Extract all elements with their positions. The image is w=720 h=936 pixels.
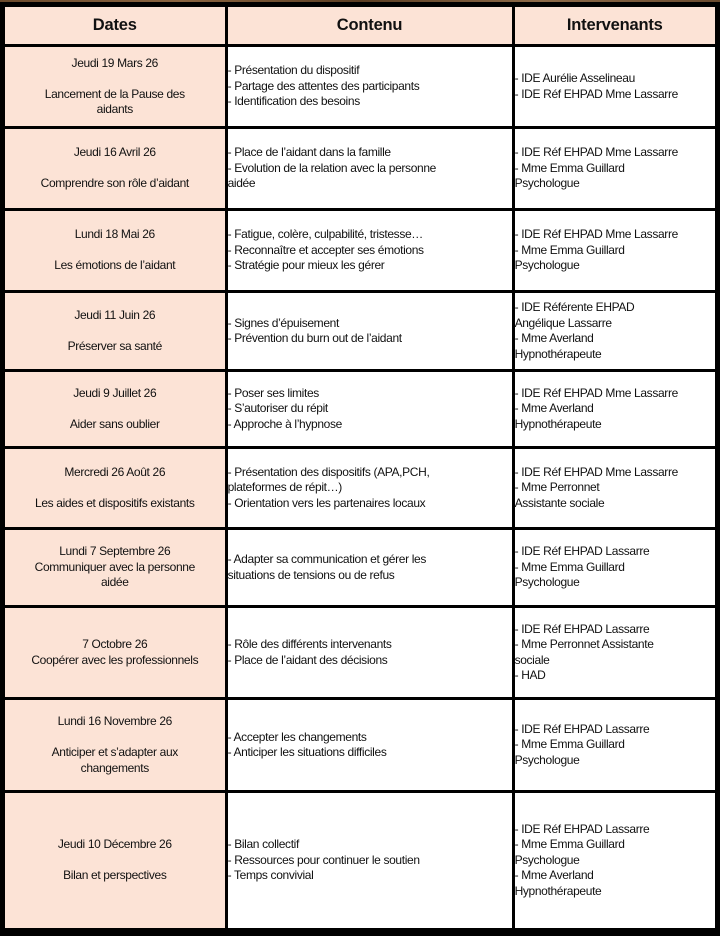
session-title-line: Anticiper et s’adapter aux [51,745,178,759]
speaker-line: - Mme Emma Guillard [514,837,625,852]
session-content-cell [226,448,513,529]
content-line: situations de tensions ou de refus [227,567,395,582]
speaker-line: sociale [514,652,550,667]
table-row [3,210,718,292]
session-date: Lundi 16 Novembre 26 [57,714,172,728]
content-line: plateformes de répit…) [227,480,342,495]
speaker-line: - Mme Emma Guillard [514,160,625,175]
content-line: - S’autoriser du répit [227,401,328,416]
speaker-line: Hypnothérapeute [514,416,602,431]
content-line: - Place de l’aidant dans la famille [227,145,391,160]
content-line: - Fatigue, colère, culpabilité, tristesse… [227,227,423,242]
line-spacer [5,161,225,177]
content-line: - Approche à l’hypnose [227,416,342,431]
session-date: Jeudi 19 Mars 26 [71,55,158,70]
session-date-cell [3,792,227,931]
line-spacer [5,853,225,869]
content-line: - Orientation vers les partenaires locaux [227,495,426,510]
line-spacer [5,323,225,339]
session-title-line: Les aides et dispositifs existants [35,495,195,510]
speaker-line: - IDE Référente EHPAD [514,300,635,314]
speaker-line: - IDE Réf EHPAD Lassarre [514,821,650,836]
session-date-cell [3,46,227,128]
table-row [3,792,718,931]
content-line: - Place de l’aidant des décisions [227,652,388,667]
session-speakers-cell [513,210,717,292]
table-body [3,46,718,931]
speaker-line: - Mme Emma Guillard [514,242,625,257]
speaker-line: - IDE Réf EHPAD Mme Lassarre [514,385,678,400]
session-title-line: Les émotions de l’aidant [54,258,176,273]
speaker-line: - Mme Averland [514,331,594,345]
session-date-cell [3,529,227,607]
session-content-cell [226,210,513,292]
speaker-line: - IDE Réf EHPAD Lassarre [514,621,650,636]
session-content-cell [226,529,513,607]
session-date-cell [3,448,227,529]
speaker-line: - IDE Réf EHPAD Mme Lassarre [514,145,678,160]
session-content-cell [226,371,513,448]
session-speakers-cell [513,529,717,607]
session-speakers-cell [513,699,717,792]
content-line: - Anticiper les situations difficiles [227,745,387,759]
content-line: - Prévention du burn out de l’aidant [227,331,402,345]
speaker-line: - IDE Aurélie Asselineau [514,71,635,85]
session-content-cell [226,792,513,931]
line-spacer [5,730,225,746]
line-spacer [5,401,225,417]
table-row [3,128,718,210]
column-header-speakers: Intervenants [513,5,717,46]
session-title-line: Préserver sa santé [67,338,162,353]
sessions-schedule-table [0,2,720,933]
speaker-line: Psychologue [514,575,580,590]
content-line: - Reconnaître et accepter ses émotions [227,242,424,257]
speaker-line: - Mme Perronnet Assistante [514,637,654,651]
session-title-line: Aider sans oublier [69,416,160,431]
session-content-cell [226,292,513,371]
session-title-line: aidants [96,102,133,116]
session-date: Lundi 18 Mai 26 [74,227,155,242]
speaker-line: Psychologue [514,176,580,191]
speaker-line: - HAD [514,668,546,682]
table-row [3,371,718,448]
speaker-line: - IDE Réf EHPAD Mme Lassarre [514,464,678,479]
speaker-line: - IDE Réf EHPAD Mme Lassarre [514,86,678,101]
session-title-line: changements [80,760,149,775]
content-line: - Présentation des dispositifs (APA,PCH, [227,464,430,479]
speaker-line: - IDE Réf EHPAD Mme Lassarre [514,227,678,242]
speaker-line: Assistante sociale [514,495,605,510]
session-speakers-cell [513,292,717,371]
table-row [3,529,718,607]
session-date-cell [3,128,227,210]
speaker-line: Psychologue [514,752,580,767]
line-spacer [5,243,225,259]
session-content-cell [226,128,513,210]
session-speakers-cell [513,607,717,699]
table-row [3,607,718,699]
line-spacer [5,480,225,496]
session-speakers-cell [513,792,717,931]
speaker-line: Hypnothérapeute [514,883,602,898]
session-title-line: Coopérer avec les professionnels [31,652,199,667]
session-speakers-cell [513,46,717,128]
session-title-line: Communiquer avec la personne [34,559,195,574]
header-row [3,5,718,46]
table-row [3,448,718,529]
content-line: - Signes d’épuisement [227,315,339,330]
session-date: Mercredi 26 Août 26 [64,464,166,479]
session-speakers-cell [513,448,717,529]
speaker-line: - Mme Emma Guillard [514,737,625,752]
table-header [3,5,718,46]
session-content-cell [226,699,513,792]
session-title-line: aidée [100,575,129,590]
speaker-line: - Mme Averland [514,868,594,883]
speaker-line: - IDE Réf EHPAD Lassarre [514,544,650,559]
content-line: - Accepter les changements [227,729,367,744]
content-line: - Evolution de la relation avec la personne [227,160,436,175]
content-line: - Adapter sa communication et gérer les [227,552,427,566]
content-line: - Temps convivial [227,868,314,883]
column-header-dates: Dates [3,5,227,46]
session-date: Jeudi 11 Juin 26 [74,307,156,322]
line-spacer [5,71,225,87]
speaker-line: Psychologue [514,258,580,273]
session-title-line: Bilan et perspectives [63,868,167,883]
content-line: - Identification des besoins [227,94,360,109]
content-line: - Bilan collectif [227,837,299,852]
speaker-line: Hypnothérapeute [514,346,602,361]
speaker-line: Angélique Lassarre [514,315,612,330]
session-date-cell [3,371,227,448]
speaker-line: - IDE Réf EHPAD Lassarre [514,721,650,736]
session-content-cell [226,607,513,699]
session-date: Jeudi 9 Juillet 26 [73,385,157,400]
content-line: - Rôle des différents intervenants [227,637,392,651]
session-title-line: Lancement de la Pause des [44,86,185,101]
content-line: - Partage des attentes des participants [227,78,420,93]
speaker-line: - Mme Averland [514,401,594,416]
session-date-cell [3,292,227,371]
table-row [3,292,718,371]
session-date: Jeudi 16 Avril 26 [73,145,156,160]
session-speakers-cell [513,371,717,448]
column-header-content: Contenu [226,5,513,46]
speaker-line: - Mme Emma Guillard [514,559,625,574]
session-content-cell [226,46,513,128]
session-title-line: Comprendre son rôle d’aidant [40,176,189,191]
table-row [3,46,718,128]
content-line: aidée [227,176,256,191]
speaker-line: - Mme Perronnet [514,480,600,495]
session-date-cell [3,699,227,792]
content-line: - Stratégie pour mieux les gérer [227,258,385,273]
speaker-line: Psychologue [514,852,580,867]
session-date: Jeudi 10 Décembre 26 [57,837,172,852]
session-date: 7 Octobre 26 [82,637,148,651]
table-row [3,699,718,792]
session-date: Lundi 7 Septembre 26 [59,544,171,559]
session-speakers-cell [513,128,717,210]
content-line: - Ressources pour continuer le soutien [227,852,420,867]
session-date-cell [3,210,227,292]
content-line: - Présentation du dispositif [227,63,360,78]
session-date-cell [3,607,227,699]
content-line: - Poser ses limites [227,385,319,400]
